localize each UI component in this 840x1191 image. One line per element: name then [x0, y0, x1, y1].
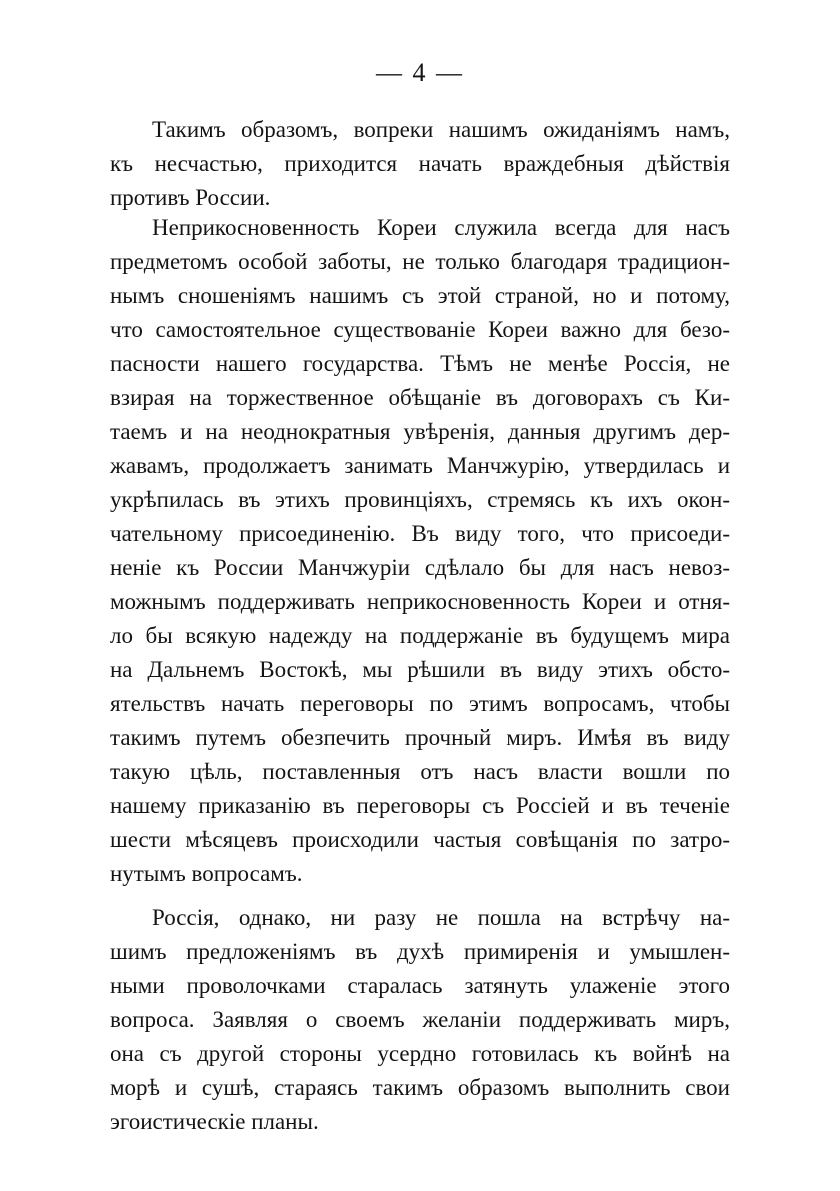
text-line: что самостоятельное существованіе Кореи важно для безо- — [110, 317, 730, 342]
text-line: ло бы всякую надежду на поддержаніе въ будущемъ мира — [110, 623, 730, 648]
text-line: къ несчастью, приходится начать враждебныя дѣйствія — [110, 151, 730, 176]
text-line: такимъ путемъ обезпечить прочный миръ. Имѣя въ виду — [110, 725, 730, 750]
text-line: шести мѣсяцевъ происходили частыя совѣщанія по затро- — [110, 827, 730, 852]
text-line: предметомъ особой заботы, не только благодаря традицион- — [110, 249, 730, 274]
text-line: Такимъ образомъ, вопреки нашимъ ожиданіямъ намъ, — [152, 117, 730, 142]
text-line: таемъ и на неоднократныя увѣренія, данныя другимъ дер- — [110, 419, 730, 444]
text-line: нашему приказанію въ переговоры съ Россіей и въ теченіе — [110, 793, 730, 818]
text-line: морѣ и сушѣ, стараясь такимъ образомъ выполнить свои — [110, 1075, 730, 1100]
page-number: — 4 — — [376, 58, 464, 87]
text-line: взирая на торжественное обѣщаніе въ договорахъ съ Ки- — [110, 385, 730, 410]
text-line: Неприкосновенность Кореи служила всегда для насъ — [152, 215, 730, 240]
text-line: Россія, однако, ни разу не пошла на встрѣчу на- — [152, 905, 730, 930]
text-line: нутымъ вопросамъ. — [110, 861, 303, 886]
text-line: жавамъ, продолжаетъ занимать Манчжурію, утвердилась и — [110, 453, 730, 478]
text-line: чательному присоединенію. Въ виду того, что присоеди- — [110, 521, 730, 546]
text-line: ными проволочками старалась затянуть улаженіе этого — [110, 973, 730, 998]
text-line: эгоистическіе планы. — [110, 1109, 319, 1134]
text-line: укрѣпилась въ этихъ провинціяхъ, стремясь къ ихъ окон- — [110, 487, 730, 512]
text-line: противъ России. — [110, 185, 271, 210]
text-line: неніе къ России Манчжуріи сдѣлало бы для насъ невоз- — [110, 555, 730, 580]
text-line: ятельствъ начать переговоры по этимъ вопросамъ, чтобы — [110, 691, 730, 716]
text-line: такую цѣль, поставленныя отъ насъ власти вошли по — [110, 759, 730, 784]
text-line: пасности нашего государства. Тѣмъ не менѣе Россія, не — [110, 351, 730, 376]
text-line: нымъ сношеніямъ нашимъ съ этой страной, но и потому, — [110, 283, 730, 308]
text-line: вопроса. Заявляя о своемъ желаніи поддерживать миръ, — [110, 1007, 730, 1032]
text-line: она съ другой стороны усердно готовилась къ войнѣ на — [110, 1041, 730, 1066]
text-line: на Дальнемъ Востокѣ, мы рѣшили въ виду этихъ обсто- — [110, 657, 730, 682]
text-line: можнымъ поддерживать неприкосновенность Кореи и отня- — [110, 589, 730, 614]
text-line: шимъ предложеніямъ въ духѣ примиренія и умышлен- — [110, 939, 730, 964]
